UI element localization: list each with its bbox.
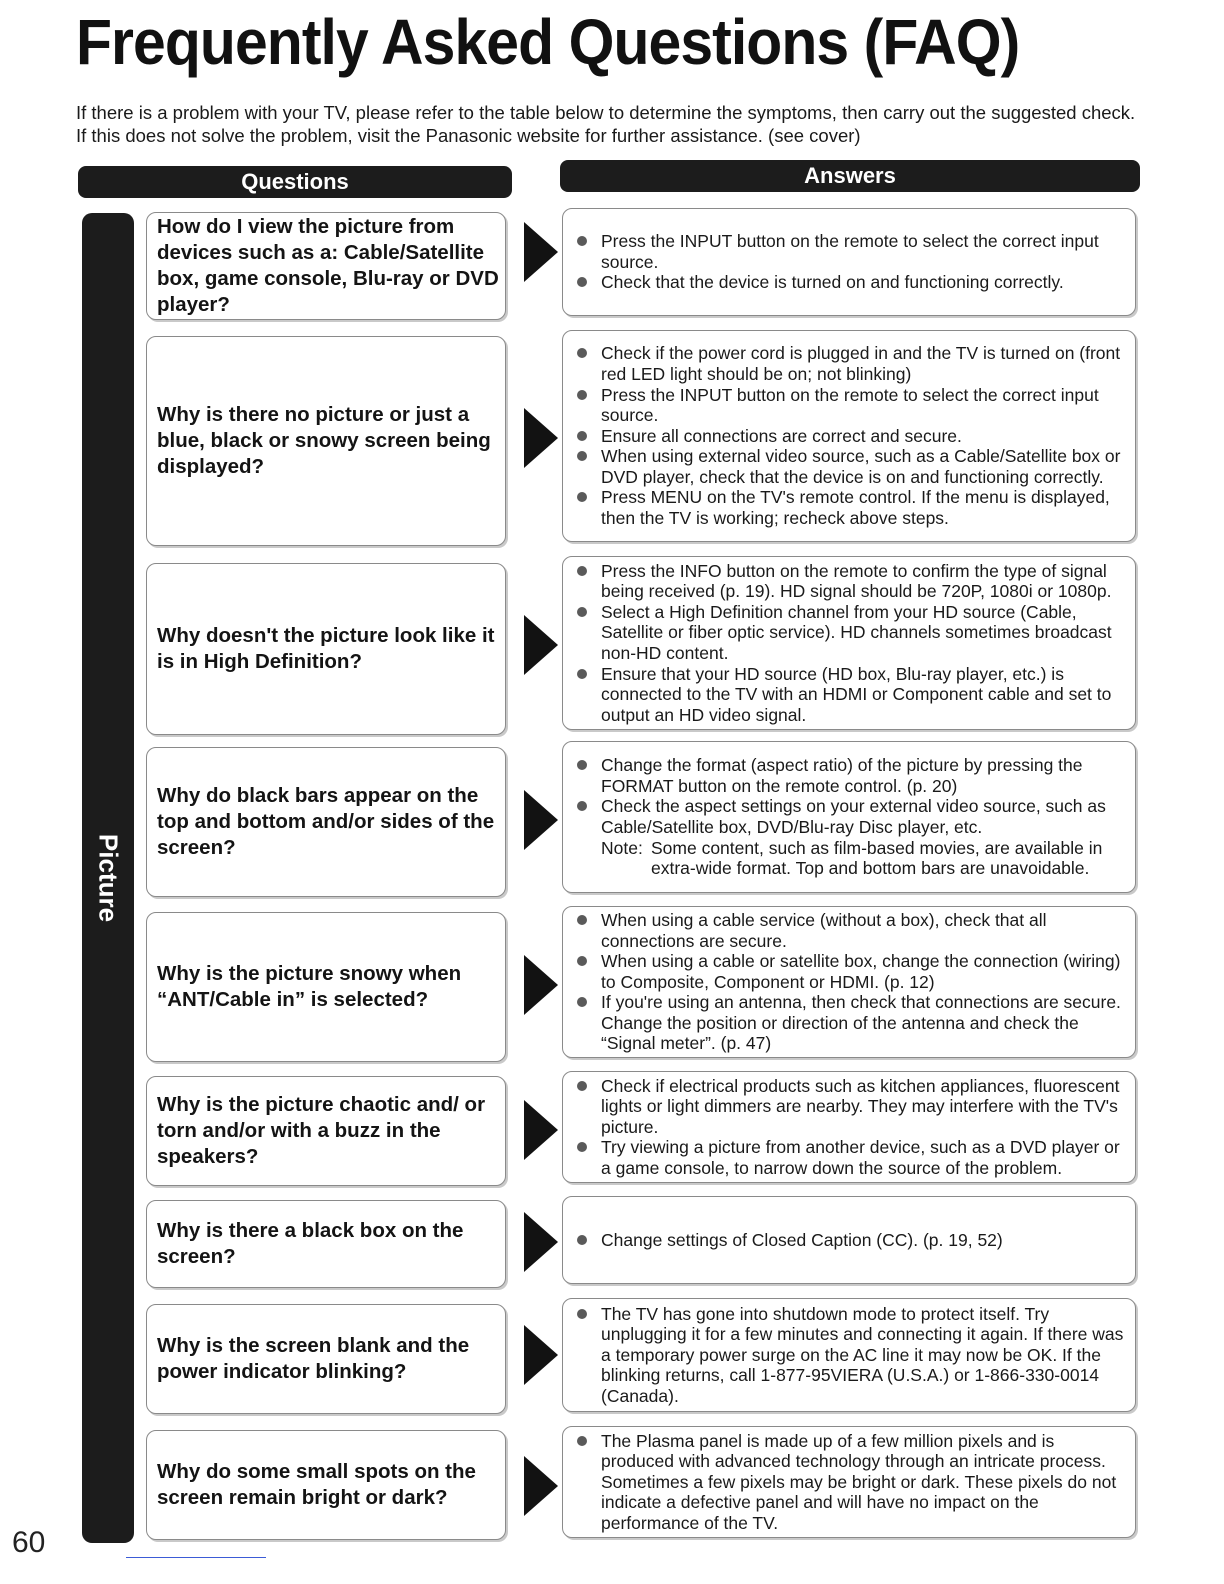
question-text: Why is there no picture or just a blue, black or snowy screen being displayed? — [157, 403, 491, 478]
arrow-right-icon — [524, 1325, 558, 1385]
answer-box — [562, 330, 1136, 542]
answer-item: When using a cable or satellite box, change the connection (wiring) to Composite, Component or HDMI. (p. 12) — [575, 951, 1125, 992]
answer-item: Check that the device is turned on and functioning correctly. — [575, 272, 1125, 293]
answer-item: Check if electrical products such as kitchen appliances, fluorescent lights or light dimmers are nearby. They may interfere with the TV's picture. — [575, 1076, 1125, 1138]
answer-box — [562, 1426, 1136, 1538]
arrow-right-icon — [524, 1100, 558, 1160]
bullet-icon — [577, 348, 587, 358]
question-box — [146, 1200, 506, 1288]
answer-box — [562, 906, 1136, 1058]
bullet-icon — [577, 566, 587, 576]
question-text: Why is the screen blank and the power indicator blinking? — [157, 1334, 470, 1383]
answer-item: Change settings of Closed Caption (CC). (p. 19, 52) — [575, 1230, 1125, 1251]
bullet-icon — [577, 1436, 587, 1446]
bullet-icon — [577, 431, 587, 441]
bullet-icon — [577, 801, 587, 811]
bullet-icon — [577, 956, 587, 966]
arrow-right-icon — [524, 790, 558, 850]
arrow-right-icon — [524, 955, 558, 1015]
answer-item: The TV has gone into shutdown mode to protect itself. Try unplugging it for a few minutes and connecting it again. If there was a temporary power surge on the AC line it may now be OK. If the blinking returns, call 1-877-95VIERA (U.S.A.) or 1-866-330-0014 (Canada). — [575, 1304, 1125, 1407]
bullet-icon — [577, 607, 587, 617]
answer-box — [562, 741, 1136, 893]
page-number: 60 — [12, 1526, 46, 1559]
question-text: How do I view the picture from devices such as a: Cable/Satellite box, game console, Blu-ray or DVD player? — [157, 215, 499, 316]
question-text: Why is the picture chaotic and/ or torn and/or with a buzz in the speakers? — [157, 1093, 486, 1168]
bullet-icon — [577, 492, 587, 502]
answer-item: When using external video source, such as a Cable/Satellite box or DVD player, check that the device is on and functioning correctly. — [575, 446, 1125, 487]
bullet-icon — [577, 277, 587, 287]
page-title: Frequently Asked Questions (FAQ) — [76, 6, 1020, 78]
answer-item: Try viewing a picture from another device, such as a DVD player or a game console, to narrow down the source of the problem. — [575, 1137, 1125, 1178]
question-text: Why is there a black box on the screen? — [157, 1219, 464, 1268]
answer-item: When using a cable service (without a box), check that all connections are secure. — [575, 910, 1125, 951]
answer-item: The Plasma panel is made up of a few million pixels and is produced with advanced technology through an intricate process. Sometimes a few pixels may be bright or dark. These pixels do not indicate a defective panel and will have no impact on the performance of the TV. — [575, 1431, 1125, 1534]
answer-box — [562, 1298, 1136, 1412]
bullet-icon — [577, 390, 587, 400]
question-box — [146, 563, 506, 735]
question-box — [146, 336, 506, 546]
question-box — [146, 1430, 506, 1540]
answer-item: Ensure all connections are correct and secure. — [575, 426, 1125, 447]
question-text: Why is the picture snowy when “ANT/Cable in” is selected? — [157, 962, 462, 1011]
answer-item: Press the INPUT button on the remote to select the correct input source. — [575, 385, 1125, 426]
answer-box — [562, 208, 1136, 316]
arrow-right-icon — [524, 222, 558, 282]
answer-item: Press the INPUT button on the remote to select the correct input source. — [575, 231, 1125, 272]
answer-box — [562, 556, 1136, 730]
answer-item: If you're using an antenna, then check that connections are secure. Change the position or direction of the antenna and check the “Signal meter”. (p. 47) — [575, 992, 1125, 1054]
intro-text: If there is a problem with your TV, please refer to the table below to determine the symptoms, then carry out the suggested check. If this does not solve the problem, visit the Panasonic website for further assistance. (see cover) — [76, 102, 1136, 146]
answer-item: Check if the power cord is plugged in and the TV is turned on (front red LED light should be on; not blinking) — [575, 343, 1125, 384]
bullet-icon — [577, 760, 587, 770]
bullet-icon — [577, 669, 587, 679]
bullet-icon — [577, 236, 587, 246]
arrow-right-icon — [524, 1212, 558, 1272]
question-text: Why do black bars appear on the top and bottom and/or sides of the screen? — [157, 784, 495, 859]
question-box — [146, 1304, 506, 1414]
footer-rule — [126, 1557, 266, 1558]
bullet-icon — [577, 451, 587, 461]
answer-item: Press MENU on the TV's remote control. If the menu is displayed, then the TV is working; recheck above steps. — [575, 487, 1125, 528]
question-box — [146, 912, 506, 1062]
bullet-icon — [577, 997, 587, 1007]
questions-header: Questions — [78, 166, 512, 198]
question-text: Why do some small spots on the screen remain bright or dark? — [157, 1460, 476, 1509]
arrow-right-icon — [524, 615, 558, 675]
answer-box — [562, 1071, 1136, 1183]
bullet-icon — [577, 1142, 587, 1152]
bullet-icon — [577, 915, 587, 925]
note-label: Note: — [601, 837, 643, 858]
question-box — [146, 747, 506, 897]
note-text: Some content, such as film-based movies, are available in extra-wide format. Top and bottom bars are unavoidable. — [651, 837, 1103, 879]
arrow-right-icon — [524, 408, 558, 468]
answer-item: Ensure that your HD source (HD box, Blu-ray player, etc.) is connected to the TV with an HDMI or Component cable and set to output an HD video signal. — [575, 664, 1125, 726]
question-box — [146, 1076, 506, 1186]
answer-box — [562, 1196, 1136, 1284]
bullet-icon — [577, 1081, 587, 1091]
answer-item: Select a High Definition channel from your HD source (Cable, Satellite or fiber optic service). HD channels sometimes broadcast non-HD content. — [575, 602, 1125, 664]
section-label: Picture — [93, 833, 124, 923]
answers-header: Answers — [560, 160, 1140, 192]
question-box — [146, 212, 506, 320]
question-text: Why doesn't the picture look like it is in High Definition? — [157, 624, 495, 673]
answer-item: Press the INFO button on the remote to confirm the type of signal being received (p. 19). HD signal should be 720P, 1080i or 1080p. — [575, 561, 1125, 602]
answer-item: Change the format (aspect ratio) of the picture by pressing the FORMAT button on the remote control. (p. 20) — [575, 755, 1125, 796]
bullet-icon — [577, 1309, 587, 1319]
arrow-right-icon — [524, 1456, 558, 1516]
bullet-icon — [577, 1235, 587, 1245]
answer-item: Check the aspect settings on your external video source, such as Cable/Satellite box, DVD/Blu-ray Disc player, etc. — [575, 796, 1125, 837]
